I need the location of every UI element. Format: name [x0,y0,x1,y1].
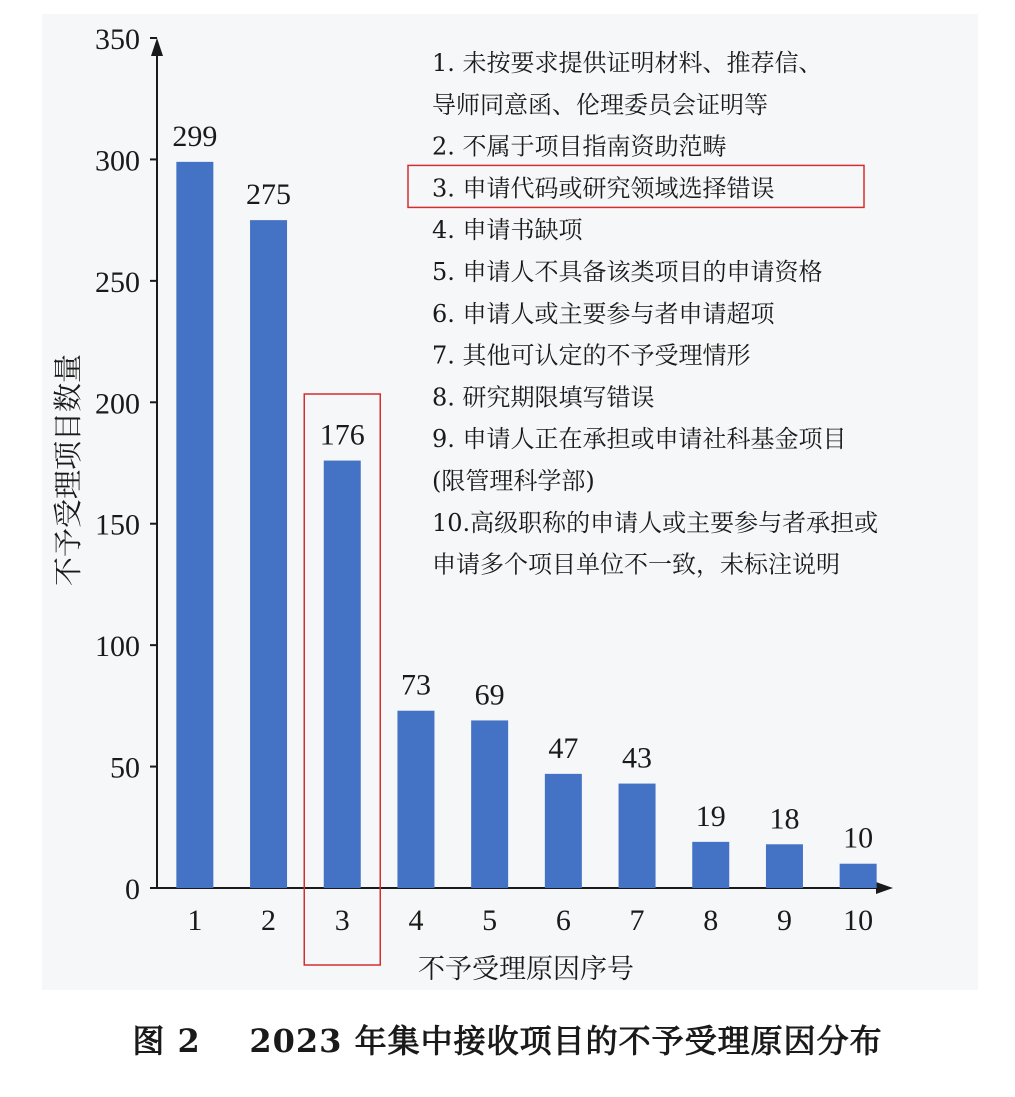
y-tick-label: 350 [95,23,140,56]
y-tick-label: 100 [95,630,140,664]
y-tick-label: 200 [95,387,140,421]
bar-data-label: 176 [319,418,365,452]
bar-data-label: 73 [400,668,431,702]
x-tick-label: 10 [843,904,874,937]
x-tick-label: 6 [555,904,571,937]
x-tick-label: 2 [261,904,277,937]
x-tick-label: 3 [334,904,350,937]
x-tick-label: 7 [629,904,645,937]
y-axis-arrow [151,38,163,56]
bar-data-label: 43 [622,741,653,775]
bar-data-label: 69 [474,678,505,712]
x-axis-arrow [876,882,893,894]
y-tick-label: 150 [95,508,140,542]
y-tick-label: 300 [95,144,140,178]
bar [471,720,508,888]
bar-data-label: 299 [172,119,218,153]
bar [619,784,656,888]
y-tick-label: 250 [95,265,140,299]
legend-line: 9. 申请人正在承担或申请社科基金项目 [432,425,847,454]
legend-line: 申请多个项目单位不一致，未标注说明 [432,550,840,579]
bar [766,844,803,888]
bar [545,774,582,888]
bar-data-label: 10 [843,821,874,855]
bar-data-label: 47 [548,731,579,765]
x-tick-label: 8 [703,904,719,937]
bar [840,864,877,888]
x-tick-label: 4 [408,904,424,937]
bar-data-label: 275 [246,178,292,212]
figure-caption [0,1016,1015,1062]
y-tick-label: 50 [110,751,140,785]
legend-line: 4. 申请书缺项 [432,216,583,245]
caption-title: 2023 年集中接收项目的不予受理原因分布 [249,1022,883,1060]
bar-data-label: 19 [695,799,726,833]
x-tick-label: 5 [482,904,498,937]
legend-line: 8. 研究期限填写错误 [432,383,655,412]
bar [176,162,213,888]
x-tick-label: 1 [187,904,203,937]
legend-line: 10.高级职称的申请人或主要参与者承担或 [432,508,879,537]
legend-line: (限管理科学部) [432,467,595,495]
legend-line: 3. 申请代码或研究领域选择错误 [432,174,775,203]
y-tick-label: 0 [125,873,140,906]
legend-line: 6. 申请人或主要参与者申请超项 [432,299,775,328]
bar [324,461,361,888]
bar [692,842,729,888]
y-axis-title: 不予受理项目数量 [53,353,85,587]
bar [250,220,287,888]
x-axis-title: 不予受理原因序号 [418,954,634,984]
legend-line: 2. 不属于项目指南资助范畴 [432,132,727,161]
legend-line: 5. 申请人不具备该类项目的申请资格 [432,258,823,286]
bar [397,711,434,888]
legend-line: 7. 其他可认定的不予受理情形 [432,341,751,370]
x-tick-label: 9 [776,904,792,937]
legend-line: 1. 未按要求提供证明材料、推荐信、 [432,49,823,77]
legend-line: 导师同意函、伦理委员会证明等 [432,90,768,119]
bar-data-label: 18 [769,802,800,836]
caption-figure-number: 图 2 [132,1022,201,1060]
